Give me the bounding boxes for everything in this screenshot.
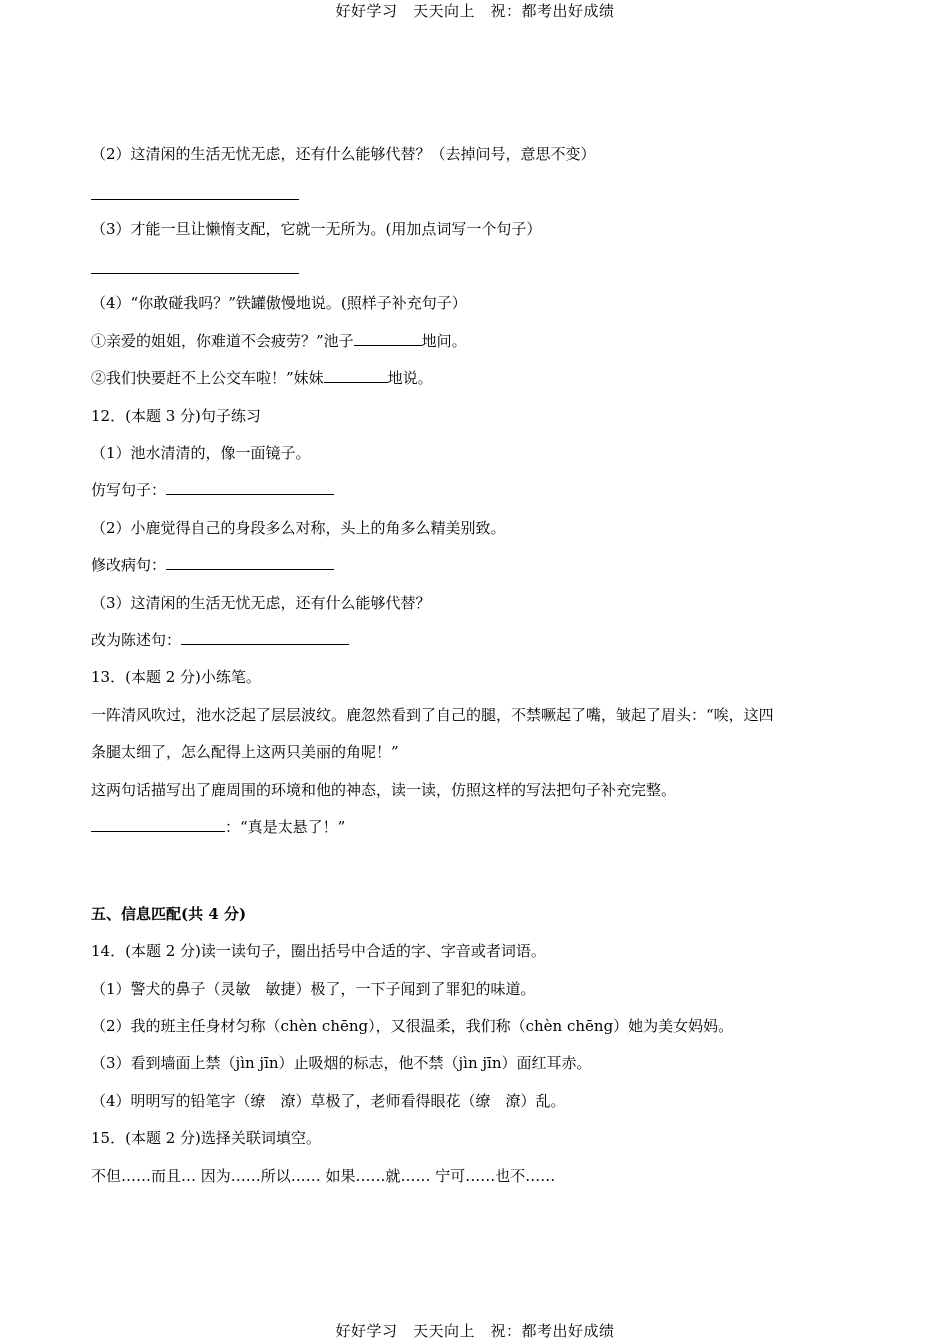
q12-part1-label: 仿写句子： <box>91 481 167 499</box>
q14-part3: （3）看到墙面上禁（jìn jīn）止吸烟的标志，他不禁（jìn jīn）面红耳赤。 <box>91 1054 592 1072</box>
section5-title: 五、信息匹配(共 4 分) <box>91 905 247 923</box>
q12-part3-label: 改为陈述句： <box>91 631 182 649</box>
q13-passage-line2: 条腿太细了，怎么配得上这两只美丽的角呢！” <box>91 743 399 761</box>
q11-part4-a-pre: ①亲爱的姐姐，你难道不会疲劳？”池子 <box>91 332 354 350</box>
q12-part3: （3）这清闲的生活无忧无虑，还有什么能够代替？ <box>91 594 431 612</box>
q11-part4-b <box>91 368 433 388</box>
q14-title: 14．(本题 2 分)读一读句子，圈出括号中合适的字、字音或者词语。 <box>91 942 546 960</box>
q12-part2: （2）小鹿觉得自己的身段多么对称，头上的角多么精美别致。 <box>91 519 506 537</box>
answer-line-q11-2[interactable] <box>91 199 299 200</box>
q12-part1-answer <box>91 480 334 500</box>
q12-part2-label: 修改病句： <box>91 556 167 574</box>
answer-line-q11-3[interactable] <box>91 273 299 274</box>
fill-blank[interactable] <box>324 368 388 383</box>
q12-part3-answer <box>91 630 349 650</box>
q14-part4: （4）明明写的铅笔字（缭 潦）草极了，老师看得眼花（缭 潦）乱。 <box>91 1092 566 1110</box>
q13-passage-line1: 一阵清风吹过，池水泛起了层层波纹。鹿忽然看到了自己的腿，不禁噘起了嘴，皱起了眉头：“唉，这四 <box>91 706 774 724</box>
q11-part3: （3）才能一旦让懒惰支配，它就一无所为。(用加点词写一个句子） <box>91 220 542 238</box>
fill-blank[interactable] <box>354 331 422 346</box>
q15-title: 15．(本题 2 分)选择关联词填空。 <box>91 1129 321 1147</box>
fill-blank[interactable] <box>166 555 334 570</box>
q11-part4-a-post: 地问。 <box>421 332 467 350</box>
fill-blank[interactable] <box>166 480 334 495</box>
q11-part2: （2）这清闲的生活无忧无虑，还有什么能够代替？（去掉问号，意思不变） <box>91 145 596 163</box>
q13-title: 13．(本题 2 分)小练笔。 <box>91 668 261 686</box>
page-footer: 好好学习 天天向上 祝：都考出好成绩 <box>335 1322 615 1340</box>
q13-fill-post: ：“真是太悬了！” <box>225 818 346 836</box>
q15-options: 不但……而且… 因为……所以…… 如果……就…… 宁可……也不…… <box>91 1167 556 1185</box>
q14-part1: （1）警犬的鼻子（灵敏 敏捷）极了，一下子闻到了罪犯的味道。 <box>91 980 536 998</box>
q11-part4-b-post: 地说。 <box>387 369 433 387</box>
page-header: 好好学习 天天向上 祝：都考出好成绩 <box>335 2 615 20</box>
q13-fill <box>91 817 345 837</box>
q13-instruction: 这两句话描写出了鹿周围的环境和他的神态，读一读，仿照这样的写法把句子补充完整。 <box>91 781 677 799</box>
q12-title: 12．(本题 3 分)句子练习 <box>91 407 261 425</box>
q11-part4: （4）“你敢碰我吗？”铁罐傲慢地说。(照样子补充句子） <box>91 294 467 312</box>
fill-blank[interactable] <box>91 817 225 832</box>
q12-part2-answer <box>91 555 334 575</box>
q14-part2: （2）我的班主任身材匀称（chèn chēng），又很温柔，我们称（chèn chēng）她为美女妈妈。 <box>91 1017 734 1035</box>
q11-part4-b-pre: ②我们快要赶不上公交车啦！”妹妹 <box>91 369 324 387</box>
q12-part1: （1）池水清清的，像一面镜子。 <box>91 444 311 462</box>
q11-part4-a <box>91 331 467 351</box>
fill-blank[interactable] <box>181 630 349 645</box>
